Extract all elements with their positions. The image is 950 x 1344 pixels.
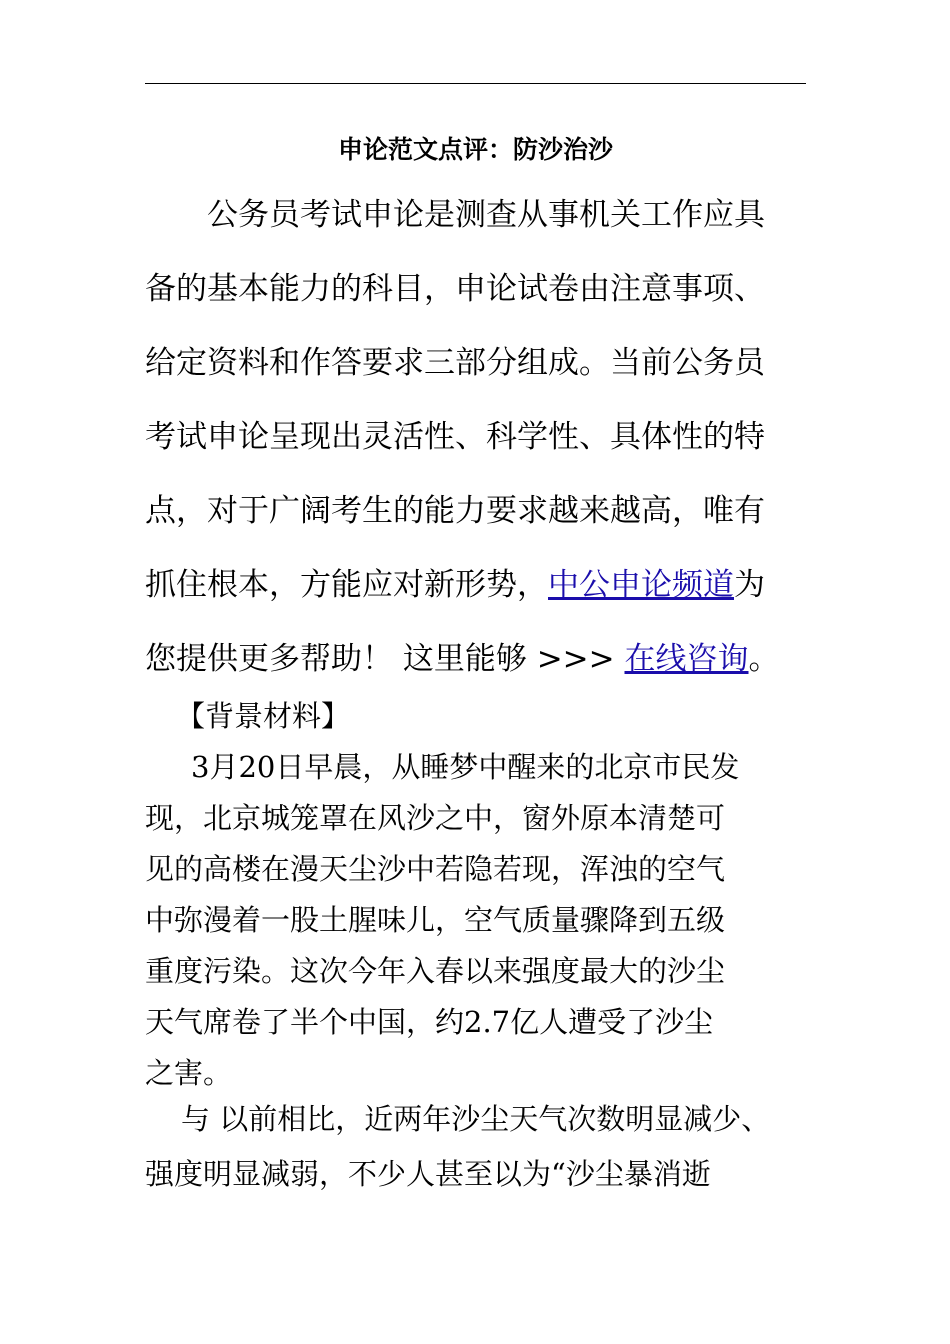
intro-line: 给定资料和作答要求三部分组成。当前公务员 [145, 345, 765, 381]
intro-text: 抓住根本，方能应对新形势， [145, 567, 548, 603]
online-consult-link[interactable]: 在线咨询 [624, 641, 749, 677]
intro-text: 。 [748, 641, 780, 677]
channel-link[interactable]: 中公申论频道 [548, 567, 734, 603]
paragraph-line: 天气席卷了半个中国，约2.7亿人遭受了沙尘 [145, 1005, 714, 1039]
paragraph-line: 见的高楼在漫天尘沙中若隐若现，浑浊的空气 [145, 852, 726, 886]
intro-line [145, 548, 815, 622]
intro-line [145, 622, 815, 696]
intro-paragraph [145, 178, 815, 696]
page-title: 申论范文点评：防沙治沙 [337, 135, 613, 164]
section-heading: 【背景材料】 [176, 699, 351, 733]
paragraph-line: 之害。 [145, 1056, 233, 1090]
intro-text: 您提供更多帮助！ 这里能够 >>> [145, 641, 625, 677]
intro-text: 为 [734, 567, 765, 603]
paragraph-line: 强度明显减弱，不少人甚至以为“沙尘暴消逝 [145, 1157, 711, 1191]
paragraph-line: 现，北京城笼罩在风沙之中，窗外原本清楚可 [145, 801, 726, 835]
intro-line: 考试申论呈现出灵活性、科学性、具体性的特 [145, 419, 765, 455]
paragraph-line: 重度污染。这次今年入春以来强度最大的沙尘 [145, 954, 726, 988]
intro-line: 备的基本能力的科目，申论试卷由注意事项、 [145, 271, 765, 307]
header-rule [145, 83, 806, 84]
intro-line: 点，对于广阔考生的能力要求越来越高，唯有 [145, 493, 765, 529]
comparison-paragraph [145, 1092, 825, 1202]
intro-line: 公务员考试申论是测查从事机关工作应具 [207, 197, 765, 233]
paragraph-line: 中弥漫着一股土腥味儿，空气质量骤降到五级 [145, 903, 726, 937]
background-paragraph [145, 742, 825, 1099]
paragraph-line: 与 以前相比，近两年沙尘天气次数明显减少、 [181, 1102, 771, 1136]
paragraph-line: 3月20日早晨，从睡梦中醒来的北京市民发 [191, 750, 740, 784]
